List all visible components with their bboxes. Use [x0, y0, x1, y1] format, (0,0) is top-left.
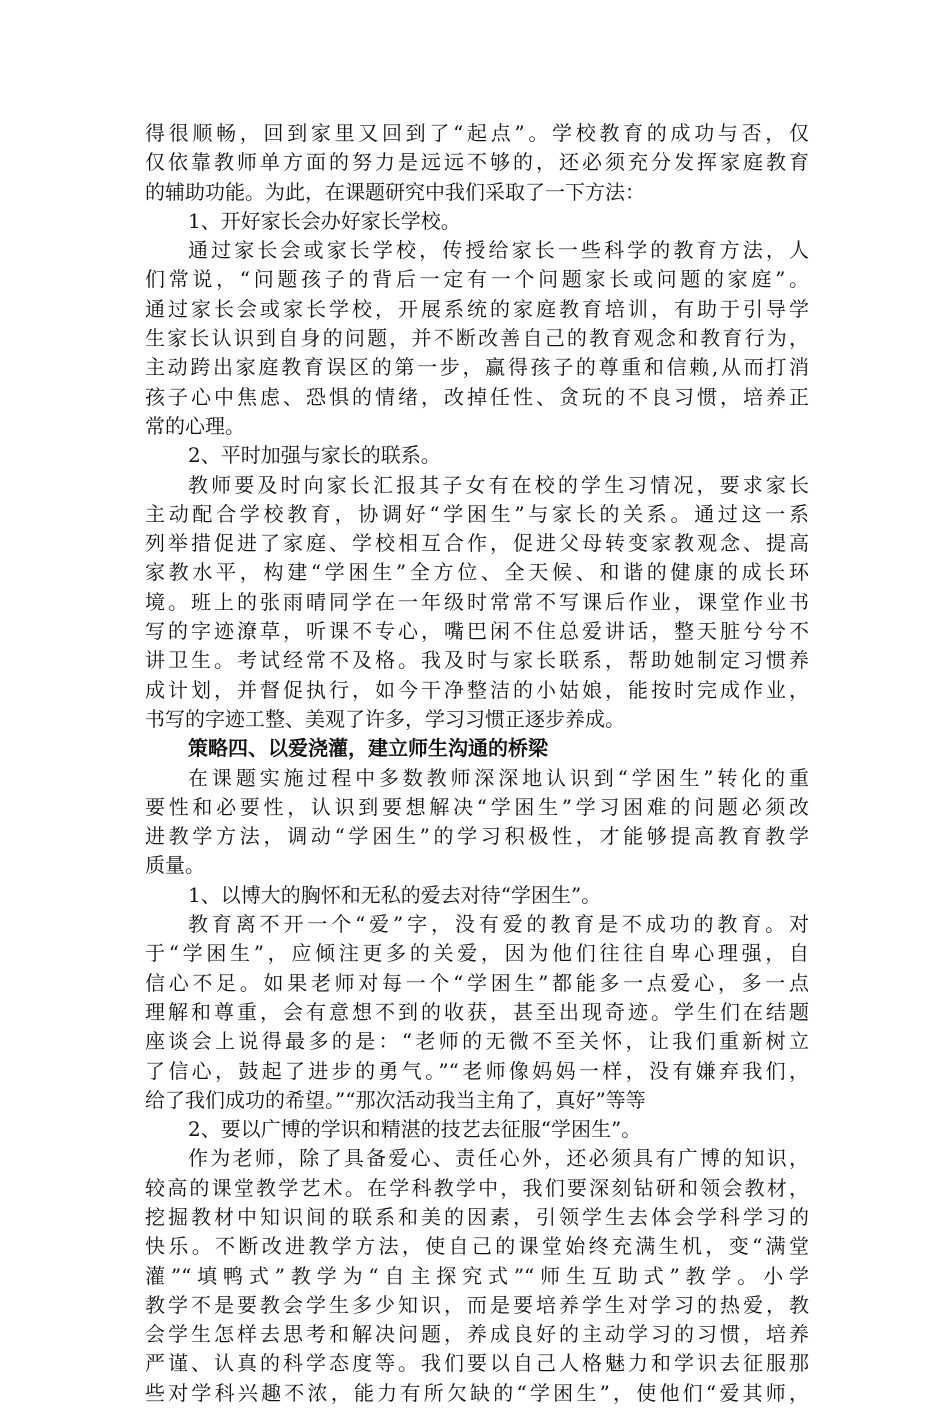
body-text: [145, 119, 809, 1408]
text-line: 成计划，并督促执行，如今干净整洁的小姑娘，能按时完成作业，: [145, 677, 809, 702]
text-line: 严谨、认真的科学态度等。我们要以自己人格魅力和学识去征服那: [145, 1351, 809, 1376]
text-line: 质量。: [145, 853, 205, 878]
text-line: 于“学困生”，应倾注更多的关爱，因为他们往往自卑心理强，自: [145, 941, 809, 966]
text-line: 主动跨出家庭教育误区的第一步，赢得孩子的尊重和信赖,从而打消: [145, 355, 809, 380]
text-line: 在课题实施过程中多数教师深深地认识到“学困生”转化的重: [188, 765, 809, 790]
text-line: 些对学科兴趣不浓，能力有所欠缺的“学困生”，使他们“爱其师，: [145, 1380, 809, 1405]
text-line: 孩子心中焦虑、恐惧的情绪，改掉任性、贪玩的不良习惯，培养正: [145, 384, 809, 409]
text-line: 书写的字迹工整、美观了许多，学习习惯正逐步养成。: [145, 706, 625, 731]
text-line: 仅依靠教师单方面的努力是远远不够的，还必须充分发挥家庭教育: [145, 150, 809, 175]
text-line: 1、以博大的胸怀和无私的爱去对待“学困生”。: [188, 882, 602, 907]
text-line: 作为老师，除了具备爱心、责任心外，还必须具有广博的知识，: [188, 1146, 809, 1171]
text-line: 进教学方法，调动“学困生”的学习积极性，才能够提高教育教学: [145, 824, 809, 849]
text-line: 境。班上的张雨晴同学在一年级时常常不写课后作业，课堂作业书: [145, 589, 809, 614]
text-line: 2、要以广博的学识和精湛的技艺去征服“学困生”。: [188, 1117, 642, 1142]
text-line: 主动配合学校教育，协调好“学困生”与家长的关系。通过这一系: [145, 501, 809, 526]
text-line: 写的字迹潦草，听课不专心，嘴巴闲不住总爱讲话，整天脏兮兮不: [145, 619, 809, 644]
text-line: 给了我们成功的希望。”“那次活动我当主角了，真好”等等: [145, 1087, 646, 1112]
text-line: 的辅助功能。为此，在课题研究中我们采取了一下方法：: [145, 179, 645, 204]
text-line: 教师要及时向家长汇报其子女有在校的学生习情况，要求家长: [188, 472, 809, 497]
text-line: 了信心，鼓起了进步的勇气。”“老师像妈妈一样，没有嫌弃我们，: [145, 1058, 809, 1083]
text-line: 2、平时加强与家长的联系。: [188, 443, 441, 468]
text-line: 通过家长会或家长学校，传授给家长一些科学的教育方法，人: [188, 238, 809, 263]
text-line: 家教水平，构建“学困生”全方位、全天候、和谐的健康的成长环: [145, 560, 809, 585]
text-line: 1、开好家长会办好家长学校。: [188, 208, 461, 233]
text-line: 列举措促进了家庭、学校相互合作，促进父母转变家教观念、提高: [145, 531, 809, 556]
text-line: 要性和必要性，认识到要想解决“学困生”学习困难的问题必须改: [145, 794, 809, 819]
text-line: 常的心理。: [145, 413, 245, 438]
section-heading: 策略四、以爱浇灌，建立师生沟通的桥梁: [188, 736, 548, 761]
text-line: 快乐。不断改进教学方法，使自己的课堂始终充满生机，变“满堂: [145, 1234, 809, 1259]
text-line: 讲卫生。考试经常不及格。我及时与家长联系，帮助她制定习惯养: [145, 648, 809, 673]
text-line: 会学生怎样去思考和解决问题，养成良好的主动学习的习惯，培养: [145, 1322, 809, 1347]
text-line: 理解和尊重，会有意想不到的收获，甚至出现奇迹。学生们在结题: [145, 999, 809, 1024]
text-line: 教学不是要教会学生多少知识，而是要培养学生对学习的热爱，教: [145, 1292, 809, 1317]
text-line: 挖掘教材中知识间的联系和美的因素，引领学生去体会学科学习的: [145, 1204, 809, 1229]
text-line: 较高的课堂教学艺术。在学科教学中，我们要深刻钻研和领会教材，: [145, 1175, 809, 1200]
text-line: 通过家长会或家长学校，开展系统的家庭教育培训，有助于引导学: [145, 296, 809, 321]
text-line: 们常说，“问题孩子的背后一定有一个问题家长或问题的家庭”。: [145, 267, 809, 292]
text-line: 灌”“填鸭式”教学为“自主探究式”“师生互助式”教学。小学: [145, 1263, 809, 1288]
text-line: 信心不足。如果老师对每一个“学困生”都能多一点爱心，多一点: [145, 970, 809, 995]
text-line: 得很顺畅，回到家里又回到了“起点”。学校教育的成功与否，仅: [145, 121, 809, 145]
text-line: 生家长认识到自身的问题，并不断改善自己的教育观念和教育行为，: [145, 326, 809, 351]
text-line: 教育离不开一个“爱”字，没有爱的教育是不成功的教育。对: [188, 912, 809, 937]
text-line: 座谈会上说得最多的是：“老师的无微不至关怀，让我们重新树立: [145, 1029, 809, 1054]
